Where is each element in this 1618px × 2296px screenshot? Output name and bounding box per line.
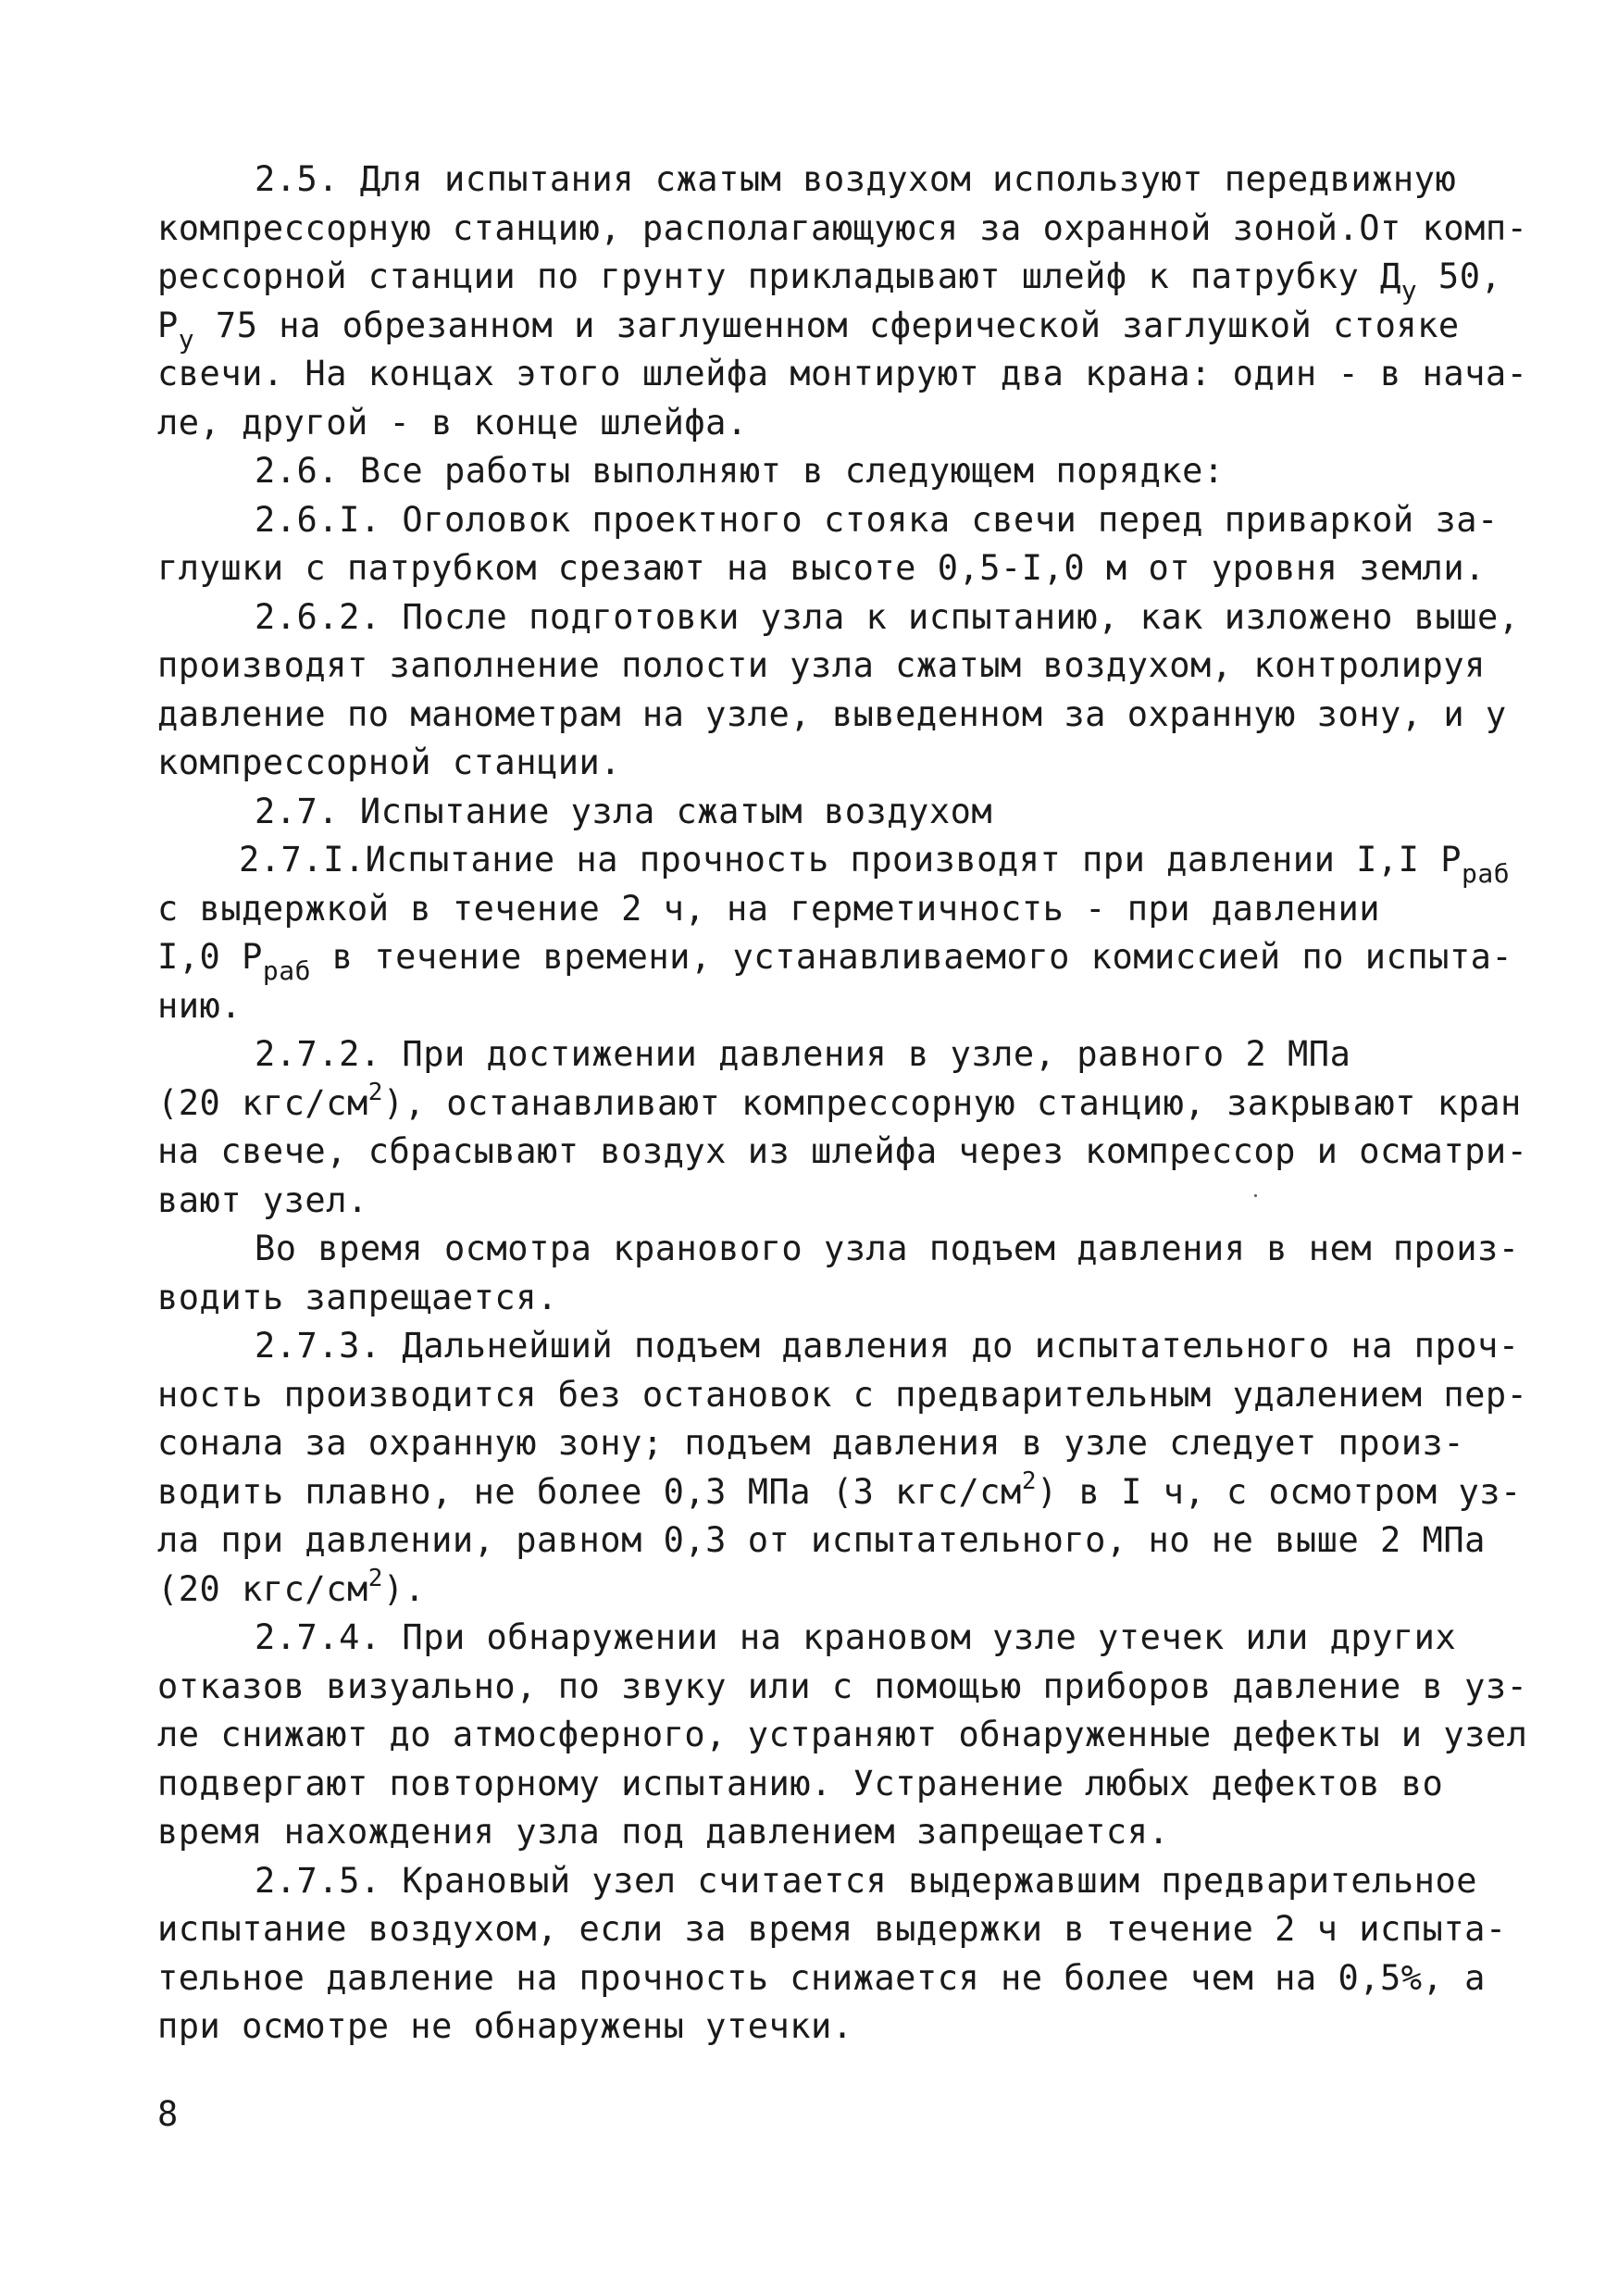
text-line <box>157 1274 1462 1323</box>
text-line <box>157 1177 1462 1226</box>
line-text: 2.7. Испытание узла сжатым воздухом <box>255 791 993 831</box>
text-line <box>157 1128 1528 1177</box>
superscript-text: 2 <box>367 1078 383 1106</box>
text-line <box>157 1954 1486 2003</box>
text-line <box>157 982 1462 1031</box>
line-text: 2.7.5. Крановый узел считается выдержавшим предварительное <box>255 1860 1478 1901</box>
text-line <box>157 156 1462 205</box>
text-line <box>157 447 1462 496</box>
line-text: компрессорной станции. <box>157 742 622 782</box>
line-text: давление по манометрам на узле, выведенном за охранную зону, и у <box>157 693 1507 734</box>
line-text: рессорной станции по грунту прикладывают шлейф к патрубку Д <box>157 256 1401 296</box>
line-text: 50, <box>1417 256 1502 296</box>
text-line <box>157 302 1462 355</box>
line-text: 2.5. Для испытания сжатым воздухом используют передвижную <box>255 159 1457 199</box>
line-text: компрессорную станцию, располагающуюся за охранной зоной.От комп- <box>157 207 1528 248</box>
line-text: при осмотре не обнаружены утечки. <box>157 2006 853 2046</box>
line-text: Р <box>157 305 179 345</box>
line-text: 2.6. Все работы выполняют в следующем порядке: <box>255 451 1225 491</box>
subscript-text: раб <box>262 955 311 986</box>
line-text: (20 кгс/см <box>157 1568 368 1609</box>
line-text: подвергают повторному испытанию. Устранение любых дефектов во <box>157 1763 1444 1803</box>
line-text: ) в I ч, с осмотром уз- <box>1036 1471 1522 1512</box>
text-line <box>157 642 1486 691</box>
line-text: свечи. На концах этого шлейфа монтируют два крана: один - в нача- <box>157 354 1528 393</box>
line-text: на свече, сбрасывают воздух из шлейфа через компрессор и осматри- <box>157 1131 1528 1171</box>
line-text: 2.7.2. При достижении давления в узле, равного 2 МПа <box>255 1034 1351 1074</box>
line-text: 2.7.3. Дальнейший подъем давления до испытательного на проч- <box>255 1326 1520 1366</box>
text-line <box>157 1078 1522 1129</box>
line-text: ла при давлении, равном 0,3 от испытательного, но не выше 2 МПа <box>157 1520 1486 1560</box>
line-text: время нахождения узла под давлением запрещается. <box>157 1812 1170 1852</box>
line-text: производят заполнение полости узла сжатым воздухом, контролируя <box>157 645 1486 685</box>
text-line <box>157 496 1499 545</box>
page-number: 8 <box>157 2094 179 2134</box>
line-text: тельное давление на прочность снижается не более чем на 0,5%, а <box>157 1957 1486 1998</box>
line-text: 2.7.4. При обнаружении на крановом узле утечек или других <box>255 1617 1457 1657</box>
text-line <box>157 1371 1528 1420</box>
text-line <box>157 2003 1462 2052</box>
line-text: с выдержкой в течение 2 ч, на герметичность - при давлении <box>157 888 1381 929</box>
text-line <box>157 1419 1465 1468</box>
text-line <box>157 1466 1522 1517</box>
text-line <box>157 350 1528 399</box>
line-text: глушки с патрубком срезают на высоте 0,5-I,0 м от уровня земли. <box>157 548 1486 588</box>
scan-speck <box>1254 1194 1257 1197</box>
text-line <box>157 544 1486 593</box>
text-line <box>157 1322 1520 1371</box>
subscript-text: у <box>1400 275 1418 306</box>
line-text: отказов визуально, по звуку или с помощью приборов давление в уз- <box>157 1666 1528 1706</box>
text-line <box>157 1516 1486 1566</box>
line-text: ле снижают до атмосферного, устраняют обнаруженные дефекты и узел <box>157 1715 1528 1754</box>
superscript-text: 2 <box>1021 1466 1037 1495</box>
text-line <box>157 933 1513 986</box>
line-text: (20 кгс/см <box>157 1082 368 1123</box>
line-text: Во время осмотра кранового узла подъем давления в нем произ- <box>255 1229 1520 1268</box>
subscript-text: раб <box>1462 858 1511 889</box>
text-line <box>157 253 1502 306</box>
text-line <box>157 1566 1462 1615</box>
line-text: 2.6.2. После подготовки узла к испытанию, как изложено выше, <box>255 596 1520 637</box>
text-line <box>157 399 1462 448</box>
text-line <box>157 691 1507 740</box>
text-line <box>157 1808 1462 1857</box>
text-line <box>157 885 1462 934</box>
line-text: нию. <box>157 985 243 1026</box>
line-text: ность производится без остановок с предварительным удалением пер- <box>157 1374 1528 1415</box>
line-text: водить запрещается. <box>157 1277 558 1317</box>
text-line <box>157 836 1511 889</box>
text-line <box>157 593 1520 643</box>
subscript-text: у <box>178 323 195 355</box>
text-line <box>157 1614 1462 1663</box>
line-text: водить плавно, не более 0,3 МПа (3 кгс/см <box>157 1471 1022 1512</box>
line-text: ), останавливают компрессорную станцию, закрывают кран <box>382 1082 1522 1123</box>
text-line <box>157 1663 1528 1712</box>
text-line <box>157 1711 1528 1760</box>
line-text: 2.7.I.Испытание на прочность производят при давлении I,I Р <box>239 840 1462 880</box>
text-line <box>157 1030 1462 1079</box>
line-text: ле, другой - в конце шлейфа. <box>157 402 748 443</box>
text-line <box>157 1857 1478 1906</box>
line-text: в течение времени, устанавливаемого комиссией по испыта- <box>310 937 1513 977</box>
line-text: 75 на обрезанном и заглушенном сферической заглушкой стояке <box>194 305 1460 345</box>
text-line <box>157 205 1528 254</box>
line-text: ). <box>382 1568 426 1609</box>
line-text: 2.6.I. Оголовок проектного стояка свечи перед приваркой за- <box>255 499 1499 540</box>
line-text: I,0 Р <box>157 937 263 977</box>
text-line <box>157 1225 1520 1274</box>
line-text: испытание воздухом, если за время выдержки в течение 2 ч испыта- <box>157 1909 1507 1949</box>
line-text: сонала за охранную зону; подъем давления в узле следует произ- <box>157 1423 1465 1463</box>
line-text: вают узел. <box>157 1179 368 1220</box>
text-line <box>157 739 1462 788</box>
text-line <box>157 1905 1507 1954</box>
document-body <box>157 156 1528 2052</box>
text-line <box>157 788 1462 837</box>
text-line <box>157 1760 1462 1809</box>
superscript-text: 2 <box>367 1564 383 1592</box>
